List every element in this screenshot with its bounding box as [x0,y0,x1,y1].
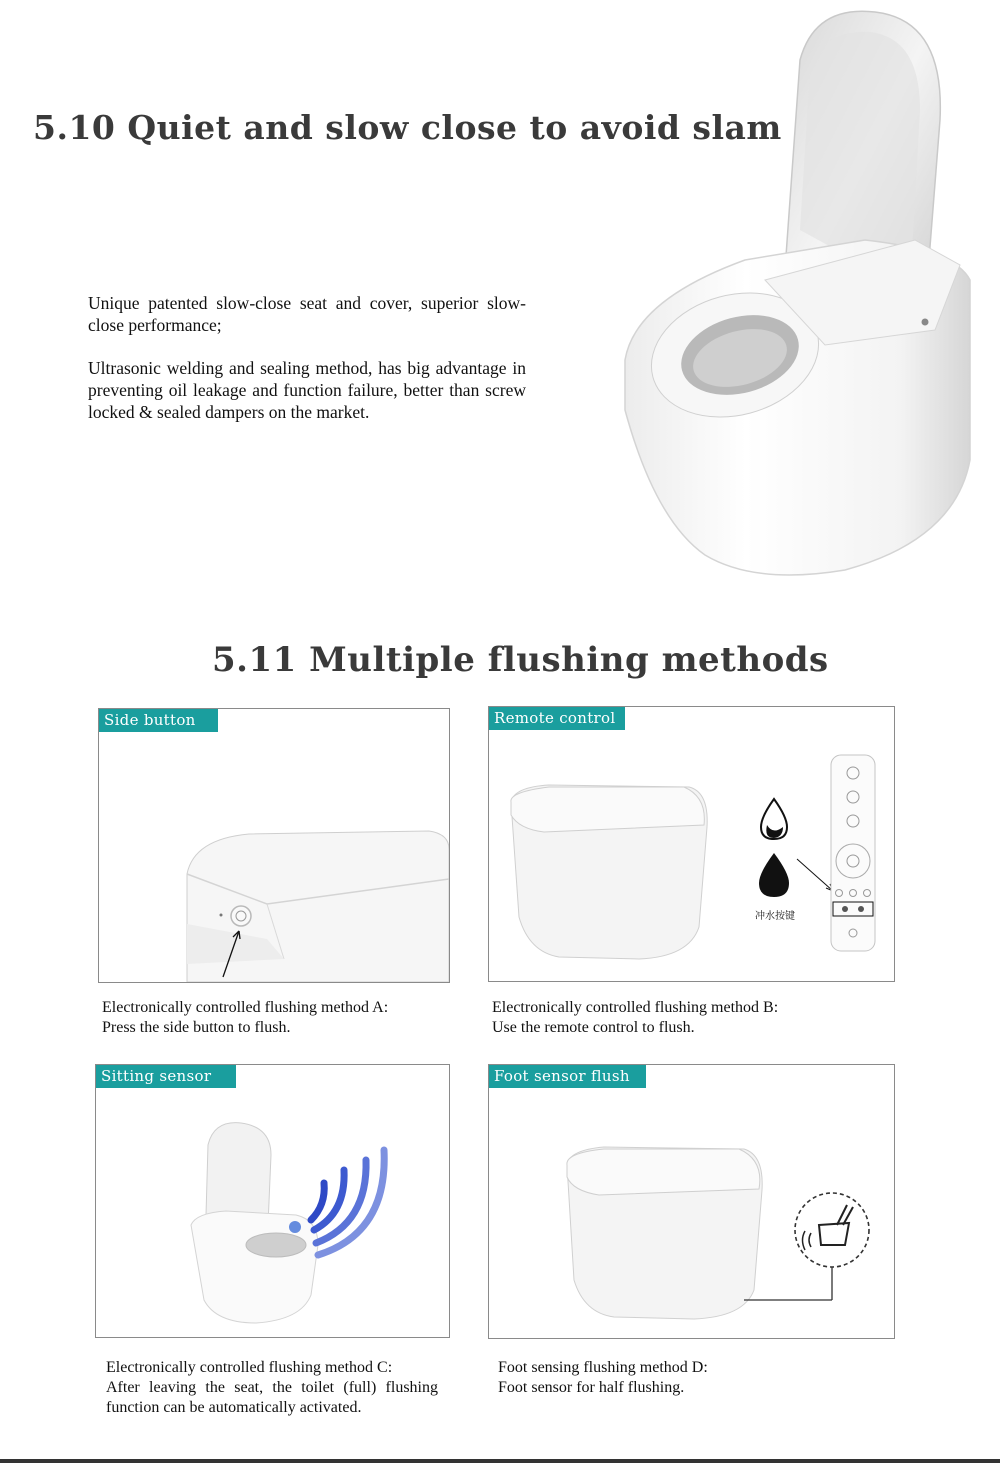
remote-control-icon [789,751,879,961]
caption-method-d [498,1358,893,1398]
slow-close-paragraph: Unique patented slow-close seat and cover, superior slow-close performance; [88,293,526,335]
smart-toilet-hero-image [615,0,1000,590]
caption-b-line1: Electronically controlled flushing method B: [492,999,779,1016]
panel-side-button [98,708,450,983]
caption-d-line2: Foot sensor for half flushing. [498,1379,685,1396]
tag-side-button: Side button [99,709,218,732]
panel-remote-control [488,706,895,982]
caption-method-c [106,1358,438,1418]
caption-a-line2: Press the side button to flush. [102,1019,291,1036]
panel-sitting-sensor [95,1064,450,1338]
section-510-title: 5.10 Quiet and slow close to avoid slam [33,108,782,147]
caption-c-line1: Electronically controlled flushing method C: [106,1359,393,1376]
ultrasonic-paragraph: Ultrasonic welding and sealing method, has big advantage in preventing oil leakage and function failure, better than screw locked & sealed dampers on the market. [88,358,526,422]
bottom-rule [0,1459,1000,1463]
caption-a-line1: Electronically controlled flushing method A: [102,999,389,1016]
tag-sitting-sensor: Sitting sensor [96,1065,236,1088]
caption-b-line2: Use the remote control to flush. [492,1019,695,1036]
section-511-title: 5.11 Multiple flushing methods [212,640,829,680]
caption-method-b [492,998,892,1038]
caption-d-line1: Foot sensing flushing method D: [498,1359,708,1376]
side-button-illustration [99,709,449,982]
panel-foot-sensor [488,1064,895,1339]
caption-method-a [102,998,447,1038]
tag-foot-sensor: Foot sensor flush [489,1065,646,1088]
foot-sensor-illustration [489,1065,894,1338]
tag-remote-control: Remote control [489,707,625,730]
sitting-sensor-illustration [96,1065,449,1337]
caption-c-line2: After leaving the seat, the toilet (full) flushing function can be automatically activated. [106,1379,438,1416]
remote-flush-key-label: 冲水按键 [755,911,795,922]
